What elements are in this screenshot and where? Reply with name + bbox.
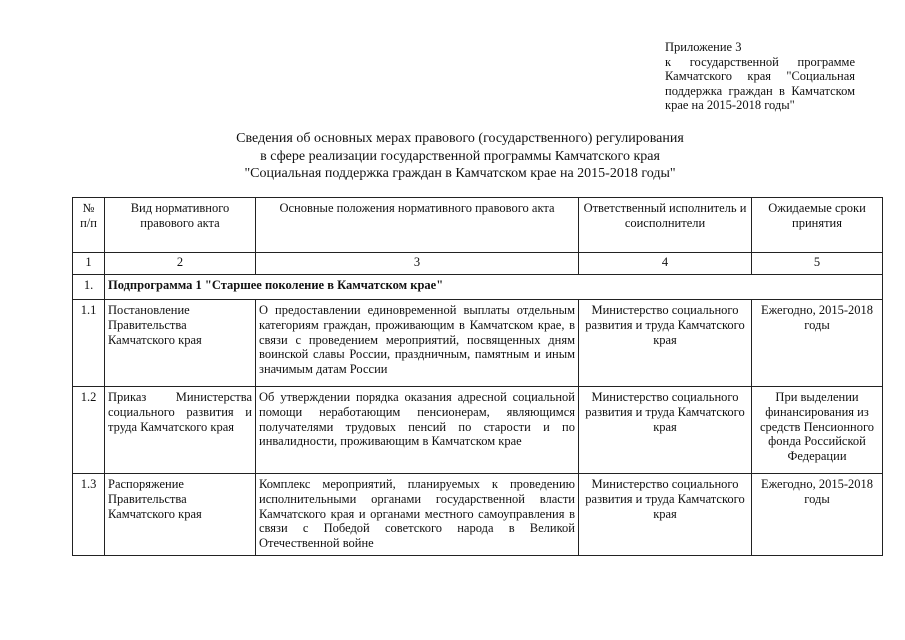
header-provisions: Основные положения нормативного правового акта	[256, 198, 579, 253]
column-number: 2	[105, 253, 256, 275]
row-num: 1.3	[73, 474, 105, 556]
header-act-type: Вид нормативного правового акта	[105, 198, 256, 253]
column-number: 1	[73, 253, 105, 275]
row-act-type: Приказ Министерства социального развития и труда Камчатского края	[105, 387, 256, 474]
row-executor: Министерство социального развития и труда Камчатского края	[579, 474, 752, 556]
title-line: Сведения об основных мерах правового (государственного) регулирования	[236, 131, 684, 146]
column-number: 5	[752, 253, 883, 275]
title-line: в сфере реализации государственной программы Камчатского края	[260, 148, 660, 164]
appendix-line: крае на 2015-2018 годы"	[665, 98, 795, 113]
header-executor: Ответственный исполнитель и соисполнители	[579, 198, 752, 253]
row-num: 1.2	[73, 387, 105, 474]
header-term: Ожидаемые сроки принятия	[752, 198, 883, 253]
subprogram-row	[73, 275, 883, 300]
document-title	[150, 130, 770, 183]
subprogram-label: Подпрограмма 1 "Старшее поколение в Камчатском крае"	[105, 275, 883, 300]
row-act-type: Постановление Правительства Камчатского края	[105, 300, 256, 387]
row-provisions: Комплекс мероприятий, планируемых к проведению исполнительными органами государственной власти Камчатского края и органами местного самоуправления в связи с Победой советского народа в Великой Отечественной войне	[256, 474, 579, 556]
column-number-row	[73, 253, 883, 275]
row-provisions: Об утверждении порядка оказания адресной социальной помощи неработающим пенсионерам, являющимся получателями трудовых пенсий по старости и по инвалидности, проживающим в Камчатском крае	[256, 387, 579, 474]
header-num: № п/п	[73, 198, 105, 253]
row-term: При выделении финансирования из средств Пенсионного фонда Российской Федерации	[752, 387, 883, 474]
appendix-line: к государственной программе	[665, 54, 855, 69]
appendix-line: Приложение 3	[665, 40, 742, 54]
table-row	[73, 474, 883, 556]
row-provisions: О предоставлении единовременной выплаты отдельным категориям граждан, проживающим в Камчатском крае, в связи с проведением мероприятий, посвященных дням воинской славы России, праздничным, памятным и иным значимым датам России	[256, 300, 579, 387]
appendix-note	[665, 40, 855, 113]
column-number: 4	[579, 253, 752, 275]
row-executor: Министерство социального развития и труда Камчатского края	[579, 300, 752, 387]
appendix-line: Камчатского края "Социальная	[665, 69, 855, 84]
column-number: 3	[256, 253, 579, 275]
subprogram-num: 1.	[73, 275, 105, 300]
row-term: Ежегодно, 2015-2018 годы	[752, 474, 883, 556]
appendix-line: поддержка граждан в Камчатском	[665, 83, 855, 98]
row-act-type: Распоряжение Правительства Камчатского края	[105, 474, 256, 556]
row-num: 1.1	[73, 300, 105, 387]
table-row	[73, 387, 883, 474]
table-row	[73, 300, 883, 387]
row-term: Ежегодно, 2015-2018 годы	[752, 300, 883, 387]
row-executor: Министерство социального развития и труда Камчатского края	[579, 387, 752, 474]
regulation-table	[72, 197, 883, 556]
title-line: "Социальная поддержка граждан в Камчатском крае на 2015-2018 годы"	[244, 166, 676, 181]
table-header-row	[73, 198, 883, 253]
